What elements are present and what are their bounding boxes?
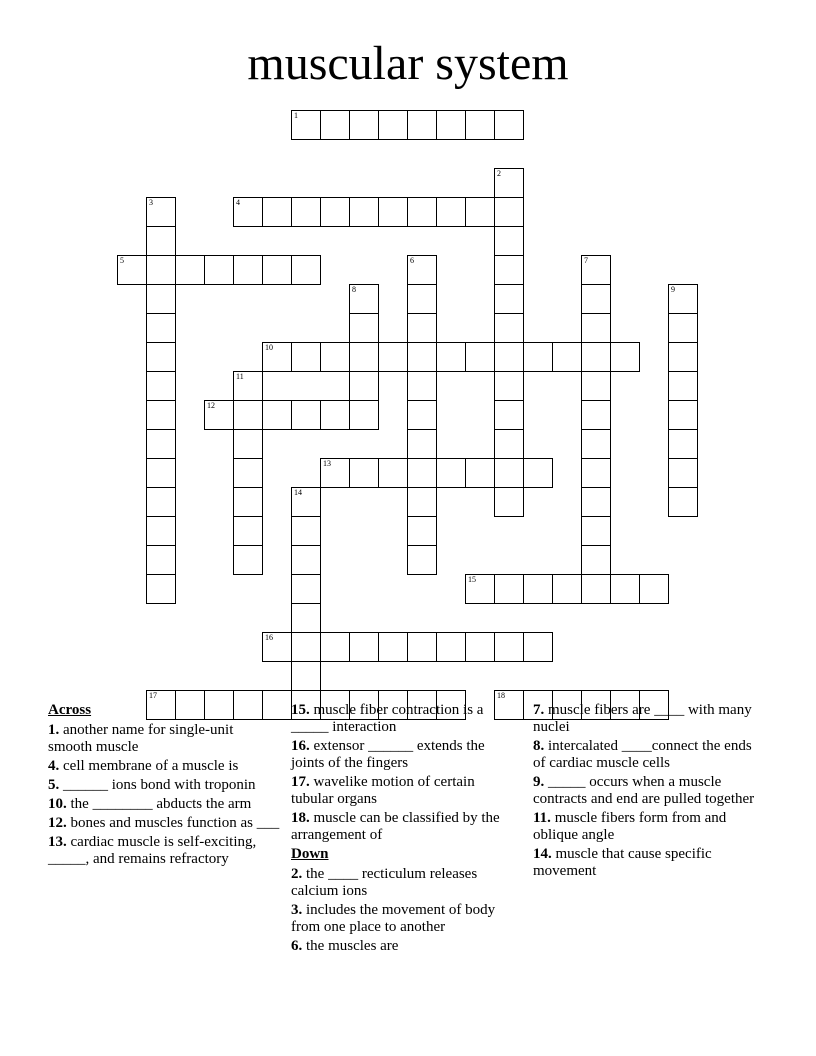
grid-cell[interactable]: [407, 632, 437, 662]
grid-cell[interactable]: [639, 574, 669, 604]
clue-number: 5: [120, 256, 124, 265]
clue-number-label: 9.: [533, 774, 545, 790]
grid-cell[interactable]: [407, 371, 437, 401]
grid-cell[interactable]: [407, 545, 437, 575]
clue-item: [48, 777, 280, 794]
clue-text: muscle can be classified by the arrangement of: [291, 810, 500, 843]
grid-cell[interactable]: [581, 458, 611, 488]
clue-item: [533, 702, 761, 736]
grid-cell[interactable]: [494, 458, 524, 488]
grid-cell[interactable]: [146, 487, 176, 517]
grid-cell[interactable]: [146, 400, 176, 430]
grid-cell[interactable]: [204, 400, 234, 430]
clue-number: 15: [468, 575, 476, 584]
grid-cell[interactable]: [552, 574, 582, 604]
clue-text: the ________ abducts the arm: [66, 796, 252, 812]
grid-cell[interactable]: [494, 197, 524, 227]
clue-item: [48, 815, 280, 832]
grid-cell[interactable]: [465, 458, 495, 488]
grid-cell[interactable]: [436, 632, 466, 662]
grid-cell[interactable]: [320, 110, 350, 140]
clue-number-label: 5.: [48, 777, 60, 793]
grid-cell[interactable]: [291, 487, 321, 517]
grid-cell[interactable]: [668, 487, 698, 517]
clue-item: [291, 902, 516, 936]
grid-cell[interactable]: [610, 574, 640, 604]
clue-text: intercalated ____connect the ends of cardiac muscle cells: [533, 738, 752, 771]
grid-cell[interactable]: [291, 545, 321, 575]
grid-cell[interactable]: [494, 226, 524, 256]
grid-cell[interactable]: [233, 516, 263, 546]
grid-cell[interactable]: [320, 400, 350, 430]
clue-number-label: 15.: [291, 702, 310, 718]
grid-cell[interactable]: [204, 255, 234, 285]
grid-cell[interactable]: [349, 400, 379, 430]
grid-cell[interactable]: [494, 574, 524, 604]
clue-number: 1: [294, 111, 298, 120]
grid-cell[interactable]: [146, 313, 176, 343]
grid-cell[interactable]: [146, 574, 176, 604]
clue-item: [291, 702, 516, 736]
grid-cell[interactable]: [668, 371, 698, 401]
clue-item: [291, 738, 516, 772]
grid-cell[interactable]: [146, 226, 176, 256]
grid-cell[interactable]: [349, 632, 379, 662]
clue-text: cell membrane of a muscle is: [59, 758, 239, 774]
grid-cell[interactable]: [320, 342, 350, 372]
grid-cell[interactable]: [581, 284, 611, 314]
grid-cell[interactable]: [146, 255, 176, 285]
clue-number: 4: [236, 198, 240, 207]
grid-cell[interactable]: [146, 284, 176, 314]
grid-cell[interactable]: [146, 429, 176, 459]
clue-text: the ____ recticulum releases calcium ions: [291, 866, 478, 899]
grid-cell[interactable]: [146, 342, 176, 372]
grid-cell[interactable]: [233, 197, 263, 227]
grid-cell[interactable]: [436, 110, 466, 140]
clue-number-label: 3.: [291, 902, 303, 918]
grid-cell[interactable]: [465, 110, 495, 140]
grid-cell[interactable]: [262, 255, 292, 285]
clue-number-label: 17.: [291, 774, 310, 790]
grid-cell[interactable]: [494, 168, 524, 198]
grid-cell[interactable]: [349, 458, 379, 488]
clue-number-label: 8.: [533, 738, 545, 754]
clue-number-label: 4.: [48, 758, 60, 774]
clue-number: 11: [236, 372, 244, 381]
grid-cell[interactable]: [291, 255, 321, 285]
grid-cell[interactable]: [668, 313, 698, 343]
across-clue-list-continued: [291, 702, 516, 844]
clue-number: 18: [497, 691, 505, 700]
clue-text: the muscles are: [302, 938, 399, 954]
grid-cell[interactable]: [494, 632, 524, 662]
clue-number: 3: [149, 198, 153, 207]
clue-text: muscle that cause specific movement: [533, 846, 712, 879]
grid-cell[interactable]: [668, 458, 698, 488]
grid-cell[interactable]: [262, 197, 292, 227]
grid-cell[interactable]: [407, 458, 437, 488]
grid-cell[interactable]: [291, 110, 321, 140]
grid-cell[interactable]: [233, 255, 263, 285]
grid-cell[interactable]: [581, 574, 611, 604]
grid-cell[interactable]: [407, 487, 437, 517]
clue-text: includes the movement of body from one place to another: [291, 902, 496, 935]
grid-cell[interactable]: [552, 342, 582, 372]
clue-text: another name for single-unit smooth muscle: [48, 722, 234, 755]
grid-cell[interactable]: [291, 603, 321, 633]
grid-cell[interactable]: [494, 400, 524, 430]
grid-cell[interactable]: [349, 110, 379, 140]
clue-text: bones and muscles function as ___: [66, 815, 280, 831]
grid-cell[interactable]: [233, 487, 263, 517]
clue-number-label: 1.: [48, 722, 60, 738]
grid-cell[interactable]: [494, 487, 524, 517]
grid-cell[interactable]: [349, 197, 379, 227]
across-heading: Across: [48, 702, 92, 718]
grid-cell[interactable]: [291, 342, 321, 372]
grid-cell[interactable]: [320, 458, 350, 488]
clue-item: [48, 796, 280, 813]
grid-cell[interactable]: [146, 458, 176, 488]
grid-cell[interactable]: [378, 632, 408, 662]
clue-number-label: 11.: [533, 810, 551, 826]
clue-item: [533, 738, 761, 772]
clue-number-label: 6.: [291, 938, 303, 954]
down-clue-list-continued: [533, 702, 761, 880]
clue-number: 10: [265, 343, 273, 352]
grid-cell[interactable]: [523, 342, 553, 372]
grid-cell[interactable]: [291, 632, 321, 662]
clue-text: _____ occurs when a muscle contracts and end are pulled together: [533, 774, 755, 807]
clue-item: [291, 866, 516, 900]
grid-cell[interactable]: [494, 313, 524, 343]
grid-cell[interactable]: [436, 458, 466, 488]
clues-column-1: [48, 702, 280, 870]
grid-cell[interactable]: [291, 400, 321, 430]
grid-cell[interactable]: [349, 313, 379, 343]
grid-cell[interactable]: [378, 458, 408, 488]
grid-cell[interactable]: [465, 574, 495, 604]
grid-cell[interactable]: [407, 342, 437, 372]
clue-number: 12: [207, 401, 215, 410]
down-heading: Down: [291, 846, 329, 862]
grid-cell[interactable]: [407, 284, 437, 314]
clue-item: [533, 810, 761, 844]
clue-number: 17: [149, 691, 157, 700]
clue-item: [533, 774, 761, 808]
grid-cell[interactable]: [378, 342, 408, 372]
grid-cell[interactable]: [581, 371, 611, 401]
grid-cell[interactable]: [349, 342, 379, 372]
clue-number-label: 2.: [291, 866, 303, 882]
grid-cell[interactable]: [494, 342, 524, 372]
grid-cell[interactable]: [407, 400, 437, 430]
clue-number: 2: [497, 169, 501, 178]
grid-cell[interactable]: [581, 516, 611, 546]
grid-cell[interactable]: [494, 255, 524, 285]
grid-cell[interactable]: [378, 197, 408, 227]
clue-item: [48, 722, 280, 756]
grid-cell[interactable]: [494, 429, 524, 459]
grid-cell[interactable]: [378, 110, 408, 140]
grid-cell[interactable]: [523, 458, 553, 488]
grid-cell[interactable]: [349, 284, 379, 314]
clue-number-label: 18.: [291, 810, 310, 826]
grid-cell[interactable]: [320, 197, 350, 227]
grid-cell[interactable]: [494, 110, 524, 140]
clue-number-label: 13.: [48, 834, 67, 850]
clue-text: ______ ions bond with troponin: [59, 777, 256, 793]
clue-item: [291, 938, 516, 955]
grid-cell[interactable]: [175, 255, 205, 285]
grid-cell[interactable]: [523, 632, 553, 662]
clue-number-label: 14.: [533, 846, 552, 862]
clue-item: [533, 846, 761, 880]
grid-cell[interactable]: [233, 371, 263, 401]
grid-cell[interactable]: [291, 661, 321, 691]
clue-number-label: 7.: [533, 702, 545, 718]
grid-cell[interactable]: [349, 371, 379, 401]
clue-number: 16: [265, 633, 273, 642]
clue-number: 6: [410, 256, 414, 265]
grid-cell[interactable]: [581, 545, 611, 575]
grid-cell[interactable]: [668, 429, 698, 459]
clue-item: [48, 834, 280, 868]
grid-cell[interactable]: [262, 632, 292, 662]
grid-cell[interactable]: [407, 313, 437, 343]
grid-cell[interactable]: [581, 342, 611, 372]
grid-cell[interactable]: [436, 342, 466, 372]
grid-cell[interactable]: [407, 429, 437, 459]
grid-cell[interactable]: [436, 197, 466, 227]
clue-text: muscle fibers form from and oblique angle: [533, 810, 727, 843]
grid-cell[interactable]: [465, 197, 495, 227]
grid-cell[interactable]: [233, 458, 263, 488]
down-clue-list: [291, 866, 516, 955]
grid-cell[interactable]: [262, 400, 292, 430]
clue-item: [291, 774, 516, 808]
clue-number: 8: [352, 285, 356, 294]
grid-cell[interactable]: [146, 197, 176, 227]
puzzle-title: muscular system: [247, 37, 569, 90]
grid-cell[interactable]: [581, 429, 611, 459]
grid-cell[interactable]: [146, 371, 176, 401]
grid-cell[interactable]: [668, 342, 698, 372]
grid-cell[interactable]: [291, 197, 321, 227]
clue-text: muscle fiber contraction is a _____ interaction: [291, 702, 484, 735]
grid-cell[interactable]: [494, 371, 524, 401]
grid-cell[interactable]: [233, 429, 263, 459]
grid-cell[interactable]: [407, 516, 437, 546]
clue-number: 14: [294, 488, 302, 497]
clue-text: extensor ______ extends the joints of the fingers: [291, 738, 485, 771]
grid-cell[interactable]: [581, 255, 611, 285]
grid-cell[interactable]: [668, 400, 698, 430]
grid-cell[interactable]: [233, 400, 263, 430]
clues-column-3: [533, 702, 761, 882]
grid-cell[interactable]: [291, 516, 321, 546]
grid-cell[interactable]: [407, 197, 437, 227]
clue-number: 9: [671, 285, 675, 294]
clues-column-2: [291, 702, 516, 957]
clue-item: [48, 758, 280, 775]
clue-number: 7: [584, 256, 588, 265]
grid-cell[interactable]: [581, 487, 611, 517]
grid-cell[interactable]: [146, 516, 176, 546]
grid-cell[interactable]: [407, 255, 437, 285]
clue-number-label: 12.: [48, 815, 67, 831]
grid-cell[interactable]: [407, 110, 437, 140]
clue-text: cardiac muscle is self-exciting, _____, and remains refractory: [48, 834, 257, 867]
grid-cell[interactable]: [320, 632, 350, 662]
grid-cell[interactable]: [494, 284, 524, 314]
grid-cell[interactable]: [291, 574, 321, 604]
grid-cell[interactable]: [465, 342, 495, 372]
grid-cell[interactable]: [610, 342, 640, 372]
grid-cell[interactable]: [581, 313, 611, 343]
clue-item: [291, 810, 516, 844]
grid-cell[interactable]: [465, 632, 495, 662]
grid-cell[interactable]: [262, 342, 292, 372]
clue-number: 13: [323, 459, 331, 468]
grid-cell[interactable]: [233, 545, 263, 575]
clue-text: muscle fibers are ____ with many nuclei: [533, 702, 752, 735]
grid-cell[interactable]: [117, 255, 147, 285]
across-clue-list: [48, 722, 280, 868]
clue-text: wavelike motion of certain tubular organs: [291, 774, 475, 807]
grid-cell[interactable]: [668, 284, 698, 314]
grid-cell[interactable]: [581, 400, 611, 430]
grid-cell[interactable]: [523, 574, 553, 604]
clue-number-label: 10.: [48, 796, 67, 812]
grid-cell[interactable]: [146, 545, 176, 575]
clue-number-label: 16.: [291, 738, 310, 754]
